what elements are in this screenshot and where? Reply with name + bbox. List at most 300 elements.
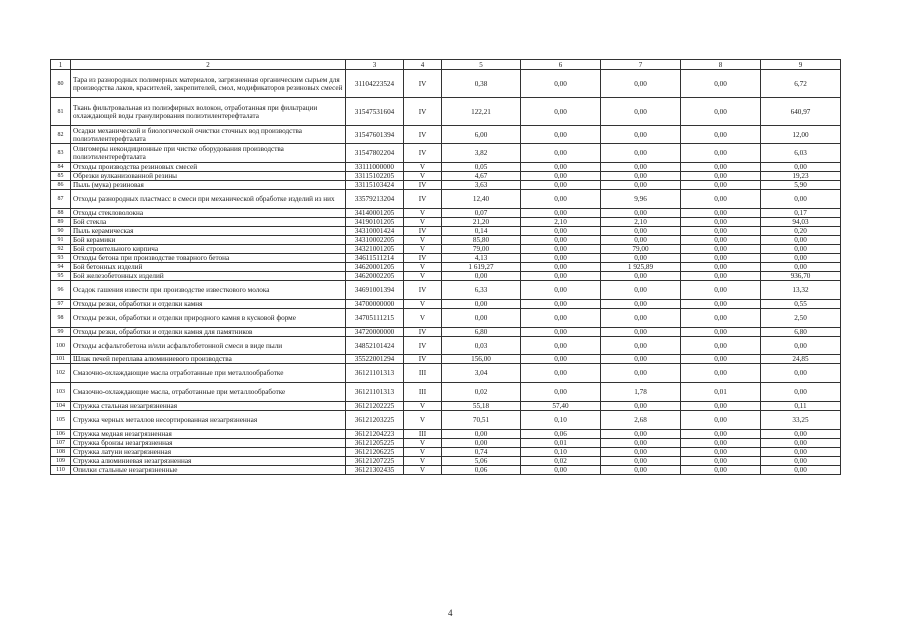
value-col-5: 79,00	[442, 245, 521, 254]
fkko-code: 33111000000	[346, 163, 404, 172]
hazard-class: IV	[404, 98, 442, 126]
value-col-8: 0,00	[681, 144, 761, 163]
value-col-7: 0,00	[601, 144, 681, 163]
table-row	[51, 309, 841, 328]
hazard-class: V	[404, 245, 442, 254]
hazard-class: V	[404, 466, 442, 475]
value-col-6: 0,00	[521, 190, 601, 209]
value-col-8: 0,00	[681, 328, 761, 337]
table-row	[51, 209, 841, 218]
fkko-code: 34720000000	[346, 328, 404, 337]
value-col-9: 640,97	[761, 98, 841, 126]
fkko-code: 34321001205	[346, 245, 404, 254]
table-row	[51, 430, 841, 439]
fkko-code: 36121207225	[346, 457, 404, 466]
value-col-9: 0,00	[761, 245, 841, 254]
value-col-6: 0,10	[521, 411, 601, 430]
value-col-6: 0,00	[521, 309, 601, 328]
fkko-code: 34705111215	[346, 309, 404, 328]
row-number: 93	[51, 254, 71, 263]
value-col-5: 4,67	[442, 172, 521, 181]
value-col-6: 0,00	[521, 70, 601, 98]
hazard-class: IV	[404, 190, 442, 209]
value-col-7: 0,00	[601, 448, 681, 457]
value-col-5: 0,00	[442, 439, 521, 448]
hazard-class: V	[404, 218, 442, 227]
value-col-9: 936,70	[761, 272, 841, 281]
value-col-6: 0,00	[521, 209, 601, 218]
value-col-7: 0,00	[601, 98, 681, 126]
value-col-8: 0,00	[681, 439, 761, 448]
value-col-5: 0,03	[442, 337, 521, 355]
header-cell: 9	[761, 60, 841, 70]
value-col-7: 1 925,89	[601, 263, 681, 272]
value-col-9: 0,00	[761, 466, 841, 475]
value-col-9: 5,90	[761, 181, 841, 190]
value-col-5: 85,80	[442, 236, 521, 245]
value-col-7: 0,00	[601, 181, 681, 190]
hazard-class: V	[404, 236, 442, 245]
value-col-9: 13,32	[761, 281, 841, 300]
value-col-7: 0,00	[601, 126, 681, 144]
fkko-code: 34190101205	[346, 218, 404, 227]
value-col-5: 1 619,27	[442, 263, 521, 272]
value-col-7: 2,10	[601, 218, 681, 227]
value-col-8: 0,00	[681, 402, 761, 411]
row-number: 83	[51, 144, 71, 163]
fkko-code: 34691001394	[346, 281, 404, 300]
waste-name: Стружка черных металлов несортированная незагрязненная	[71, 411, 346, 430]
value-col-5: 0,00	[442, 272, 521, 281]
table-row	[51, 236, 841, 245]
fkko-code: 36121101313	[346, 364, 404, 383]
value-col-8: 0,00	[681, 70, 761, 98]
value-col-8: 0,00	[681, 355, 761, 364]
fkko-code: 33579213204	[346, 190, 404, 209]
table-row	[51, 337, 841, 355]
value-col-9: 0,00	[761, 448, 841, 457]
row-number: 82	[51, 126, 71, 144]
table-row	[51, 457, 841, 466]
value-col-6: 0,10	[521, 448, 601, 457]
fkko-code: 36121206225	[346, 448, 404, 457]
value-col-6: 0,00	[521, 181, 601, 190]
value-col-6: 0,00	[521, 245, 601, 254]
value-col-8: 0,00	[681, 448, 761, 457]
value-col-8: 0,00	[681, 281, 761, 300]
value-col-6: 0,02	[521, 457, 601, 466]
value-col-8: 0,00	[681, 272, 761, 281]
value-col-5: 3,63	[442, 181, 521, 190]
table-row	[51, 126, 841, 144]
waste-name: Отходы бетона при производстве товарного бетона	[71, 254, 346, 263]
value-col-7: 0,00	[601, 402, 681, 411]
waste-name: Бой керамики	[71, 236, 346, 245]
value-col-5: 0,00	[442, 300, 521, 309]
value-col-6: 0,00	[521, 383, 601, 402]
value-col-9: 0,00	[761, 383, 841, 402]
fkko-code: 36121202225	[346, 402, 404, 411]
hazard-class: IV	[404, 126, 442, 144]
value-col-9: 0,00	[761, 190, 841, 209]
waste-name: Осадок гашения извести при производстве известкового молока	[71, 281, 346, 300]
value-col-7: 0,00	[601, 272, 681, 281]
value-col-9: 0,11	[761, 402, 841, 411]
table-row	[51, 190, 841, 209]
value-col-5: 6,00	[442, 126, 521, 144]
value-col-6: 0,00	[521, 254, 601, 263]
hazard-class: IV	[404, 181, 442, 190]
value-col-9: 24,85	[761, 355, 841, 364]
waste-name: Олигомеры некондиционные при чистке оборудования производства полиэтилентерефталата	[71, 144, 346, 163]
row-number: 87	[51, 190, 71, 209]
value-col-7: 0,00	[601, 281, 681, 300]
value-col-7: 0,00	[601, 430, 681, 439]
value-col-8: 0,00	[681, 457, 761, 466]
table-row	[51, 254, 841, 263]
row-number: 101	[51, 355, 71, 364]
row-number: 84	[51, 163, 71, 172]
row-number: 100	[51, 337, 71, 355]
table-row	[51, 218, 841, 227]
value-col-6: 0,00	[521, 172, 601, 181]
header-cell: 3	[346, 60, 404, 70]
fkko-code: 34620002205	[346, 272, 404, 281]
table-row	[51, 364, 841, 383]
value-col-8: 0,00	[681, 245, 761, 254]
fkko-code: 34310001424	[346, 227, 404, 236]
hazard-class: III	[404, 430, 442, 439]
hazard-class: V	[404, 448, 442, 457]
hazard-class: IV	[404, 281, 442, 300]
value-col-9: 0,00	[761, 439, 841, 448]
row-number: 110	[51, 466, 71, 475]
table-header-row	[51, 60, 841, 70]
value-col-8: 0,00	[681, 430, 761, 439]
fkko-code: 34852101424	[346, 337, 404, 355]
fkko-code: 34611511214	[346, 254, 404, 263]
fkko-code: 34140001205	[346, 209, 404, 218]
value-col-5: 0,00	[442, 430, 521, 439]
value-col-6: 0,00	[521, 263, 601, 272]
waste-name: Ткань фильтровальная из полиэфирных волокон, отработанная при фильтрации охлаждающей воды гранулирования полиэтилентерефталата	[71, 98, 346, 126]
table-row	[51, 328, 841, 337]
value-col-5: 156,00	[442, 355, 521, 364]
fkko-code: 34700000000	[346, 300, 404, 309]
table-row	[51, 383, 841, 402]
value-col-6: 0,01	[521, 439, 601, 448]
fkko-code: 31547601394	[346, 126, 404, 144]
hazard-class: IV	[404, 70, 442, 98]
table-row	[51, 272, 841, 281]
waste-name: Стружка медная незагрязненная	[71, 430, 346, 439]
value-col-5: 21,20	[442, 218, 521, 227]
value-col-7: 0,00	[601, 209, 681, 218]
row-number: 92	[51, 245, 71, 254]
value-col-8: 0,00	[681, 466, 761, 475]
table-row	[51, 163, 841, 172]
value-col-9: 0,00	[761, 430, 841, 439]
value-col-5: 55,18	[442, 402, 521, 411]
value-col-7: 0,00	[601, 163, 681, 172]
value-col-6: 0,00	[521, 163, 601, 172]
value-col-9: 0,00	[761, 263, 841, 272]
value-col-6: 0,00	[521, 98, 601, 126]
fkko-code: 34620001205	[346, 263, 404, 272]
waste-name: Отходы производства резиновых смесей	[71, 163, 346, 172]
row-number: 80	[51, 70, 71, 98]
value-col-8: 0,00	[681, 337, 761, 355]
value-col-9: 33,25	[761, 411, 841, 430]
waste-name: Отходы резки, обработки и отделки камня для памятников	[71, 328, 346, 337]
value-col-8: 0,00	[681, 126, 761, 144]
value-col-9: 6,72	[761, 70, 841, 98]
value-col-7: 0,00	[601, 355, 681, 364]
table-row	[51, 70, 841, 98]
waste-name: Опилки стальные незагрязненные	[71, 466, 346, 475]
row-number: 86	[51, 181, 71, 190]
hazard-class: III	[404, 383, 442, 402]
waste-name: Смазочно-охлаждающие масла, отработанные при металлообработке	[71, 383, 346, 402]
fkko-code: 33115103424	[346, 181, 404, 190]
waste-name: Отходы асфальтобетона и/или асфальтобетонной смеси в виде пыли	[71, 337, 346, 355]
header-cell: 2	[71, 60, 346, 70]
fkko-code: 36121302435	[346, 466, 404, 475]
waste-name: Тара из разнородных полимерных материалов, загрязненная органическим сырьем для производства лаков, красителей, закрепителей, смол, модификаторов резиновых смесей	[71, 70, 346, 98]
value-col-9: 6,03	[761, 144, 841, 163]
value-col-7: 0,00	[601, 337, 681, 355]
value-col-7: 0,00	[601, 439, 681, 448]
hazard-class: V	[404, 263, 442, 272]
hazard-class: V	[404, 439, 442, 448]
fkko-code: 34310002205	[346, 236, 404, 245]
value-col-6: 0,00	[521, 272, 601, 281]
hazard-class: V	[404, 163, 442, 172]
row-number: 94	[51, 263, 71, 272]
value-col-9: 0,20	[761, 227, 841, 236]
waste-name: Пыль (мука) резиновая	[71, 181, 346, 190]
row-number: 85	[51, 172, 71, 181]
row-number: 89	[51, 218, 71, 227]
hazard-class: V	[404, 209, 442, 218]
value-col-8: 0,00	[681, 218, 761, 227]
value-col-8: 0,00	[681, 254, 761, 263]
waste-table	[50, 59, 841, 475]
header-cell: 6	[521, 60, 601, 70]
value-col-8: 0,00	[681, 172, 761, 181]
row-number: 105	[51, 411, 71, 430]
value-col-9: 0,00	[761, 337, 841, 355]
hazard-class: V	[404, 457, 442, 466]
waste-name: Обрезки вулканизованной резины	[71, 172, 346, 181]
waste-name: Стружка латуни незагрязненная	[71, 448, 346, 457]
hazard-class: V	[404, 272, 442, 281]
table-row	[51, 281, 841, 300]
value-col-8: 0,00	[681, 300, 761, 309]
waste-name: Отходы резки, обработки и отделки природного камня в кусковой форме	[71, 309, 346, 328]
value-col-9: 2,50	[761, 309, 841, 328]
value-col-8: 0,00	[681, 309, 761, 328]
value-col-5: 3,04	[442, 364, 521, 383]
hazard-class: IV	[404, 337, 442, 355]
waste-name: Отходы стекловолокна	[71, 209, 346, 218]
row-number: 106	[51, 430, 71, 439]
fkko-code: 36121203225	[346, 411, 404, 430]
row-number: 104	[51, 402, 71, 411]
table-row	[51, 181, 841, 190]
hazard-class: V	[404, 172, 442, 181]
value-col-5: 0,02	[442, 383, 521, 402]
value-col-8: 0,00	[681, 411, 761, 430]
value-col-6: 0,00	[521, 236, 601, 245]
fkko-code: 35522001294	[346, 355, 404, 364]
value-col-9: 94,03	[761, 218, 841, 227]
value-col-7: 1,78	[601, 383, 681, 402]
value-col-6: 0,00	[521, 328, 601, 337]
value-col-8: 0,00	[681, 190, 761, 209]
value-col-9: 0,00	[761, 457, 841, 466]
value-col-5: 0,74	[442, 448, 521, 457]
value-col-8: 0,00	[681, 263, 761, 272]
header-cell: 4	[404, 60, 442, 70]
row-number: 107	[51, 439, 71, 448]
value-col-7: 0,00	[601, 309, 681, 328]
value-col-6: 57,40	[521, 402, 601, 411]
value-col-5: 0,14	[442, 227, 521, 236]
header-cell: 8	[681, 60, 761, 70]
hazard-class: IV	[404, 328, 442, 337]
fkko-code: 31547802204	[346, 144, 404, 163]
value-col-8: 0,00	[681, 209, 761, 218]
waste-name: Шлак печей переплава алюминиевого производства	[71, 355, 346, 364]
hazard-class: IV	[404, 355, 442, 364]
value-col-5: 0,05	[442, 163, 521, 172]
value-col-6: 0,00	[521, 281, 601, 300]
table-row	[51, 439, 841, 448]
waste-name: Смазочно-охлаждающие масла отработанные при металлообработке	[71, 364, 346, 383]
row-number: 95	[51, 272, 71, 281]
table-row	[51, 245, 841, 254]
hazard-class: IV	[404, 227, 442, 236]
value-col-9: 0,00	[761, 364, 841, 383]
row-number: 103	[51, 383, 71, 402]
row-number: 96	[51, 281, 71, 300]
value-col-9: 6,80	[761, 328, 841, 337]
waste-name: Отходы резки, обработки и отделки камня	[71, 300, 346, 309]
value-col-5: 6,33	[442, 281, 521, 300]
value-col-7: 2,68	[601, 411, 681, 430]
value-col-7: 0,00	[601, 457, 681, 466]
table-row	[51, 300, 841, 309]
page-number: 4	[448, 608, 453, 618]
row-number: 91	[51, 236, 71, 245]
fkko-code: 31104223524	[346, 70, 404, 98]
value-col-8: 0,01	[681, 383, 761, 402]
table-row	[51, 448, 841, 457]
value-col-5: 12,40	[442, 190, 521, 209]
hazard-class: III	[404, 364, 442, 383]
table-row	[51, 402, 841, 411]
value-col-9: 0,00	[761, 163, 841, 172]
value-col-6: 0,00	[521, 227, 601, 236]
value-col-9: 0,00	[761, 254, 841, 263]
value-col-7: 0,00	[601, 70, 681, 98]
value-col-7: 9,96	[601, 190, 681, 209]
value-col-7: 0,00	[601, 328, 681, 337]
waste-name: Отходы разнородных пластмасс в смеси при механической обработке изделий из них	[71, 190, 346, 209]
hazard-class: IV	[404, 254, 442, 263]
row-number: 102	[51, 364, 71, 383]
fkko-code: 33115102205	[346, 172, 404, 181]
header-cell: 7	[601, 60, 681, 70]
waste-name: Пыль керамическая	[71, 227, 346, 236]
row-number: 98	[51, 309, 71, 328]
value-col-7: 0,00	[601, 227, 681, 236]
row-number: 99	[51, 328, 71, 337]
waste-name: Бой стекла	[71, 218, 346, 227]
row-number: 81	[51, 98, 71, 126]
value-col-9: 0,17	[761, 209, 841, 218]
header-cell: 5	[442, 60, 521, 70]
row-number: 97	[51, 300, 71, 309]
value-col-9: 12,00	[761, 126, 841, 144]
waste-name: Бой строительного кирпича	[71, 245, 346, 254]
value-col-8: 0,00	[681, 98, 761, 126]
table-row	[51, 263, 841, 272]
value-col-7: 0,00	[601, 254, 681, 263]
value-col-6: 0,00	[521, 337, 601, 355]
table-row	[51, 355, 841, 364]
table-row	[51, 227, 841, 236]
value-col-7: 0,00	[601, 300, 681, 309]
value-col-5: 0,07	[442, 209, 521, 218]
value-col-6: 2,10	[521, 218, 601, 227]
value-col-8: 0,00	[681, 181, 761, 190]
value-col-6: 0,00	[521, 364, 601, 383]
value-col-9: 19,23	[761, 172, 841, 181]
header-cell: 1	[51, 60, 71, 70]
value-col-9: 0,00	[761, 236, 841, 245]
value-col-8: 0,00	[681, 227, 761, 236]
value-col-5: 0,06	[442, 466, 521, 475]
table-row	[51, 144, 841, 163]
waste-name: Бой бетонных изделий	[71, 263, 346, 272]
fkko-code: 36121205225	[346, 439, 404, 448]
table-row	[51, 98, 841, 126]
value-col-6: 0,00	[521, 355, 601, 364]
value-col-5: 5,06	[442, 457, 521, 466]
table-row	[51, 172, 841, 181]
row-number: 109	[51, 457, 71, 466]
value-col-6: 0,06	[521, 430, 601, 439]
hazard-class: IV	[404, 144, 442, 163]
value-col-7: 79,00	[601, 245, 681, 254]
value-col-7: 0,00	[601, 364, 681, 383]
waste-name: Осадки механической и биологической очистки сточных вод производства полиэтилентерефталата	[71, 126, 346, 144]
hazard-class: V	[404, 402, 442, 411]
hazard-class: V	[404, 309, 442, 328]
value-col-6: 0,00	[521, 144, 601, 163]
value-col-5: 0,00	[442, 309, 521, 328]
table-row	[51, 466, 841, 475]
value-col-7: 0,00	[601, 466, 681, 475]
value-col-5: 0,38	[442, 70, 521, 98]
value-col-5: 4,13	[442, 254, 521, 263]
value-col-6: 0,00	[521, 300, 601, 309]
row-number: 88	[51, 209, 71, 218]
fkko-code: 36121101313	[346, 383, 404, 402]
value-col-8: 0,00	[681, 163, 761, 172]
